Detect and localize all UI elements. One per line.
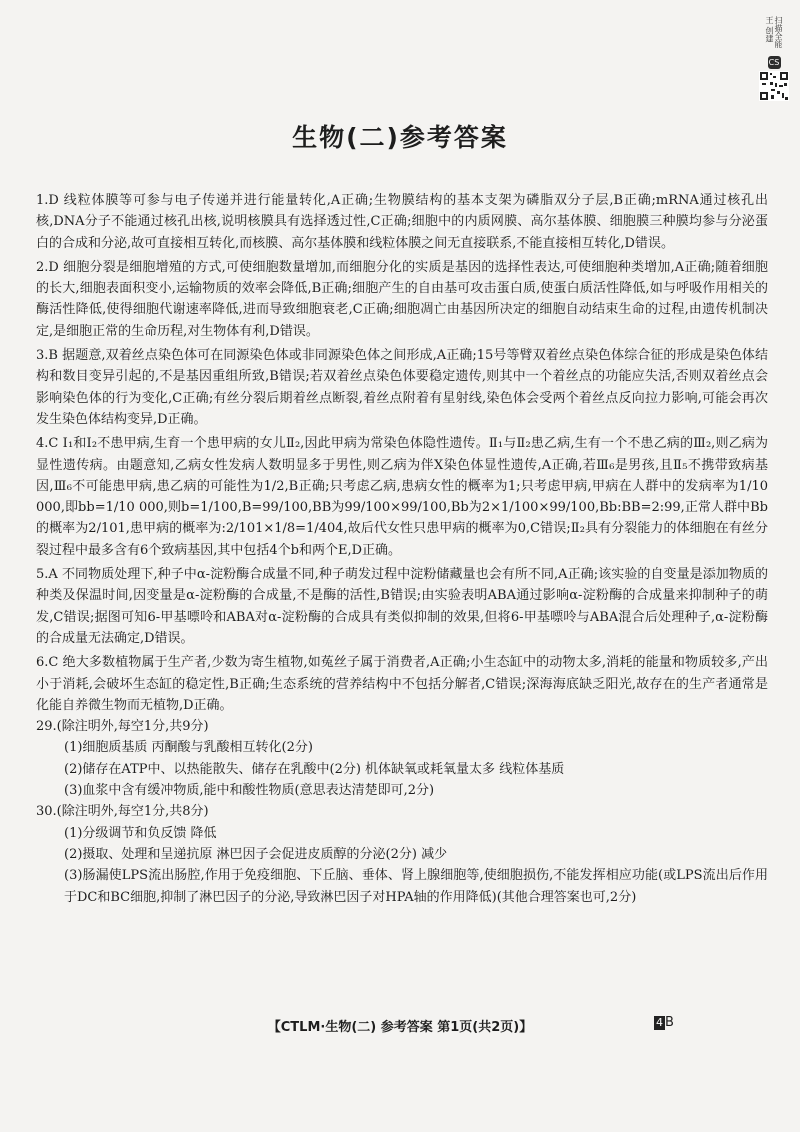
answer-item: 1.D 线粒体膜等可参与电子传递并进行能量转化,A正确;生物膜结构的基本支架为磷脂双分子层,B正确;mRNA通过核孔出核,DNA分子不能通过核孔出核,说明核膜具有选择透过性,C正确;细胞中的内质网膜、高尔基体膜、细胞膜三种膜均参与分泌蛋白的合成和分泌,故可直接相互转化,而核膜、高尔基体膜和线粒体膜之间无直接联系,不能直接相互转化,D错误。 [36, 193, 768, 251]
question-29-line: (2)储存在ATP中、以热能散失、储存在乳酸中(2分) 机体缺氧或耗氧量太多 线粒体基质 [64, 761, 565, 777]
page-footer: 【CTLM·生物(二) 参考答案 第1页(共2页)】 [267, 1020, 533, 1035]
answer-item: 3.B 据题意,双着丝点染色体可在同源染色体或非同源染色体之间形成,A正确;15号等臂双着丝点染色体综合征的形成是染色体结构和数目变异引起的,不是基因重组所致,B错误;若双着丝点染色体要稳定遗传,则其中一个着丝点的功能应失活,否则双着丝点会影响染色体的行为变化,C正确;有丝分裂后期着丝点断裂,着丝点附着有星射线,染色体会受两个着丝点反向拉力影响,可能会再次发生染色体结构变异,D正确。 [36, 348, 768, 427]
question-30-line: (3)肠漏使LPS流出肠腔,作用于免疫细胞、下丘脑、垂体、肾上腺细胞等,使细胞损伤,不能发挥相应功能(或LPS流出后作用于DC和BC细胞,抑制了淋巴因子的分泌,导致淋巴因子对HPA轴的作用降低)(其他合理答案也可,2分) [64, 868, 768, 905]
version-mark: 4 [656, 1016, 663, 1029]
question-29-line: (1)细胞质基质 丙酮酸与乳酸相互转化(2分) [64, 740, 313, 756]
scanner-logo-icon: CS [768, 58, 780, 67]
answer-item: 2.D 细胞分裂是细胞增殖的方式,可使细胞数量增加,而细胞分化的实质是基因的选择性表达,可使细胞种类增加,A正确;随着细胞的长大,细胞表面积变小,运输物质的效率会降低,B正确;细胞产生的自由基可攻击蛋白质,使蛋白质活性降低,如与呼吸作用相关的酶活性降低,使得细胞代谢速率降低,进而导致细胞衰老,C正确;细胞凋亡由基因所决定的细胞自动结束生命的过程,由遗传机制决定,是细胞正常的生命历程,对生物体有利,D错误。 [36, 259, 768, 339]
answer-body [36, 190, 768, 908]
version-letter: B [665, 1015, 674, 1030]
answer-item: 5.A 不同物质处理下,种子中α-淀粉酶合成量不同,种子萌发过程中淀粉储藏量也会有所不同,A正确;该实验的自变量是添加物质的种类及保温时间,因变量是α-淀粉酶的合成量,不是酶的活性,B错误;由实验表明ABA通过影响α-淀粉酶的合成量来抑制种子的萌发,C错误;据图可知6-甲基嘌呤和ABA对α-淀粉酶的合成具有类似抑制的效果,但将6-甲基嘌呤与ABA混合后处理种子,α-淀粉酶的合成量无法确定,D错误。 [36, 567, 768, 646]
question-30-line: (2)摄取、处理和呈递抗原 淋巴因子会促进皮质醇的分泌(2分) 减少 [64, 846, 448, 862]
scanner-caption: 扫描全能王 创建 [765, 16, 783, 48]
answer-item: 4.C Ⅰ₁和Ⅰ₂不患甲病,生育一个患甲病的女儿Ⅱ₂,因此甲病为常染色体隐性遗传。Ⅱ₁与Ⅱ₂患乙病,生有一个不患乙病的Ⅲ₂,则乙病为显性遗传病。由题意知,乙病女性发病人数明显多于男性,则乙病为伴X染色体显性遗传,A正确,若Ⅲ₆是男孩,且Ⅱ₅不携带致病基因,Ⅲ₆不可能患甲病,患乙病的可能性为1/2,B正确;只考虑乙病,患病女性的概率为1;只考虑甲病,甲病在人群中的发病率为1/10 000,即bb=1/10 000,则b=1/100,B=99/100,BB为99/100×99/100,Bb为2×1/100×99/100,Bb:BB=2:99,正常人群中Bb的概率为2/101,患甲病的概率为:2/101×1/8=1/404,故后代女性只患甲病的概率为0,C错误;Ⅱ₂具有分裂能力的体细胞在有丝分裂过程中最多含有6个致病基因,其中包括4个b和两个E,D正确。 [36, 436, 768, 558]
question-29-line: (3)血浆中含有缓冲物质,能中和酸性物质(意思表达清楚即可,2分) [64, 783, 435, 799]
question-30-heading: 30.(除注明外,每空1分,共8分) [36, 804, 209, 820]
answer-item: 6.C 绝大多数植物属于生产者,少数为寄生植物,如菟丝子属于消费者,A正确;小生态缸中的动物太多,消耗的能量和物质较多,产出小于消耗,会破坏生态缸的稳定性,B正确;生态系统的营养结构中不包括分解者,C错误;深海海底缺乏阳光,故存在的生产者通常是化能自养微生物而无植物,D正确。 [36, 655, 768, 713]
qr-code-icon [759, 71, 789, 101]
question-29-heading: 29.(除注明外,每空1分,共9分) [36, 719, 209, 735]
page-title: 生物(二)参考答案 [292, 123, 508, 152]
scanner-watermark [756, 16, 792, 106]
question-30-line: (1)分级调节和负反馈 降低 [64, 825, 217, 841]
version-badge [654, 1015, 674, 1030]
